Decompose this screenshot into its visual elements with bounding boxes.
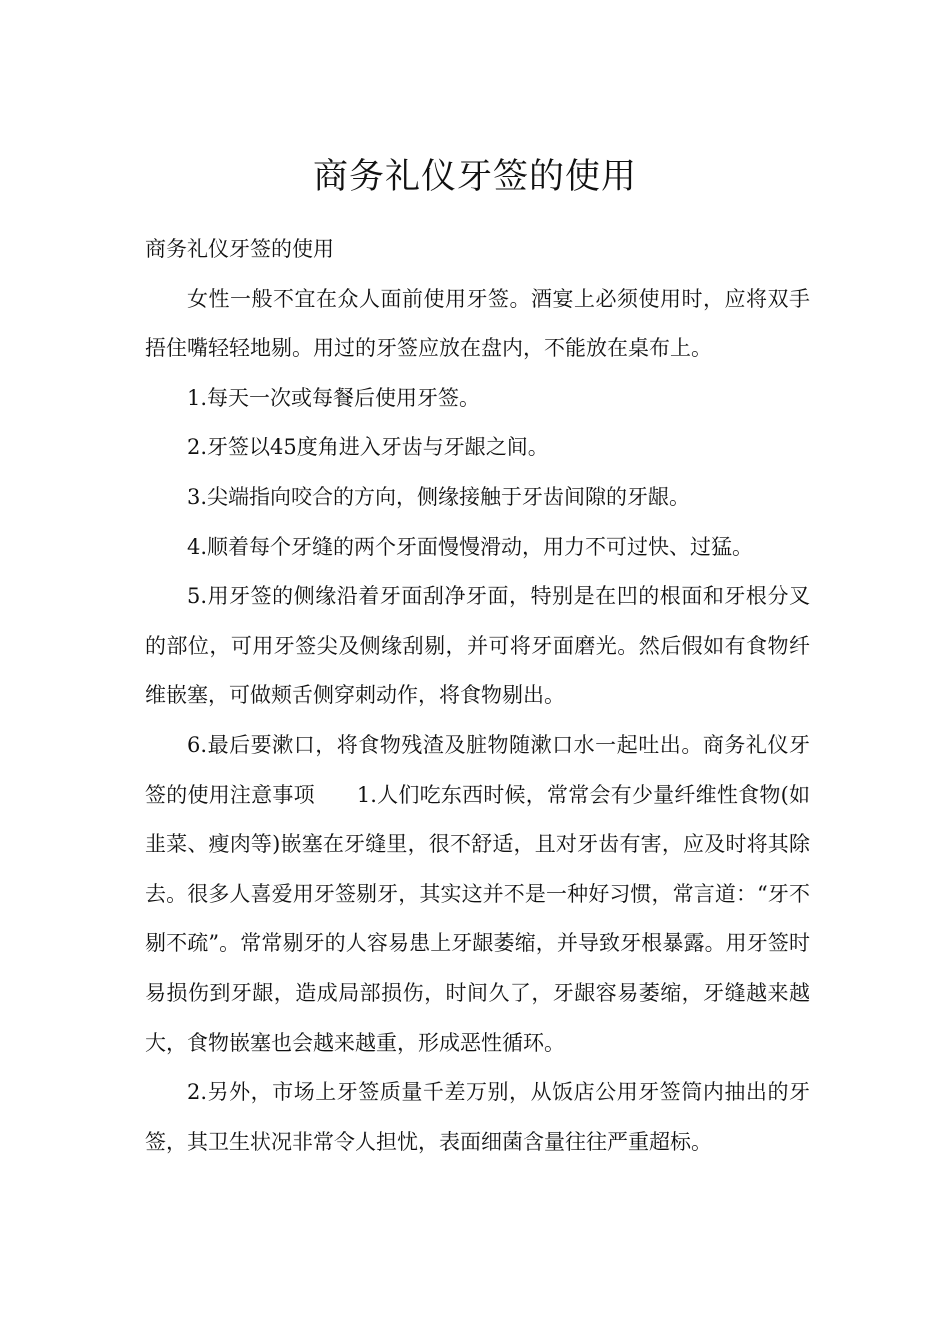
paragraph-note-2: 2.另外，市场上牙签质量千差万别，从饭店公用牙签筒内抽出的牙签，其卫生状况非常令人担忧，表面细菌含量往往严重超标。: [145, 1080, 810, 1154]
paragraph-step-6: [145, 721, 810, 1068]
paragraph-step-5: 5.用牙签的侧缘沿着牙面刮净牙面，特别是在凹的根面和牙根分叉的部位，可用牙签尖及侧缘刮剔，并可将牙面磨光。然后假如有食物纤维嵌塞，可做颊舌侧穿刺动作，将食物剔出。: [145, 584, 810, 708]
paragraph-note-1-text: 1.人们吃东西时候，常常会有少量纤维性食物(如韭菜、瘦肉等)嵌塞在牙缝里，很不舒适，且对牙齿有害，应及时将其除去。很多人喜爱用牙签剔牙，其实这并不是一种好习惯，常言道：“牙不剔不疏”。常常剔牙的人容易患上牙龈萎缩，并导致牙根暴露。用牙签时易损伤到牙龈，造成局部损伤，时间久了，牙龈容易萎缩，牙缝越来越大，食物嵌塞也会越来越重，形成恶性循环。: [145, 782, 811, 1055]
paragraph-step-6-text: 6.最后要漱口，将食物残渣及脏物随漱口水一起吐出。商务礼仪牙签的使用注意事项: [145, 732, 810, 807]
paragraph-intro: 女性一般不宜在众人面前使用牙签。酒宴上必须使用时，应将双手捂住嘴轻轻地剔。用过的牙签应放在盘内，不能放在桌布上。: [145, 286, 810, 361]
paragraph-step-4: 4.顺着每个牙缝的两个牙面慢慢滑动，用力不可过快、过猛。: [187, 534, 754, 559]
page-title: 商务礼仪牙签的使用: [312, 157, 637, 198]
document-body: [145, 225, 810, 1167]
paragraph-step-2: 2.牙签以45度角进入牙齿与牙龈之间。: [187, 435, 549, 460]
paragraph-step-1: 1.每天一次或每餐后使用牙签。: [187, 385, 481, 410]
document-subtitle: 商务礼仪牙签的使用: [145, 237, 334, 261]
paragraph-step-3: 3.尖端指向咬合的方向，侧缘接触于牙齿间隙的牙龈。: [187, 484, 691, 509]
